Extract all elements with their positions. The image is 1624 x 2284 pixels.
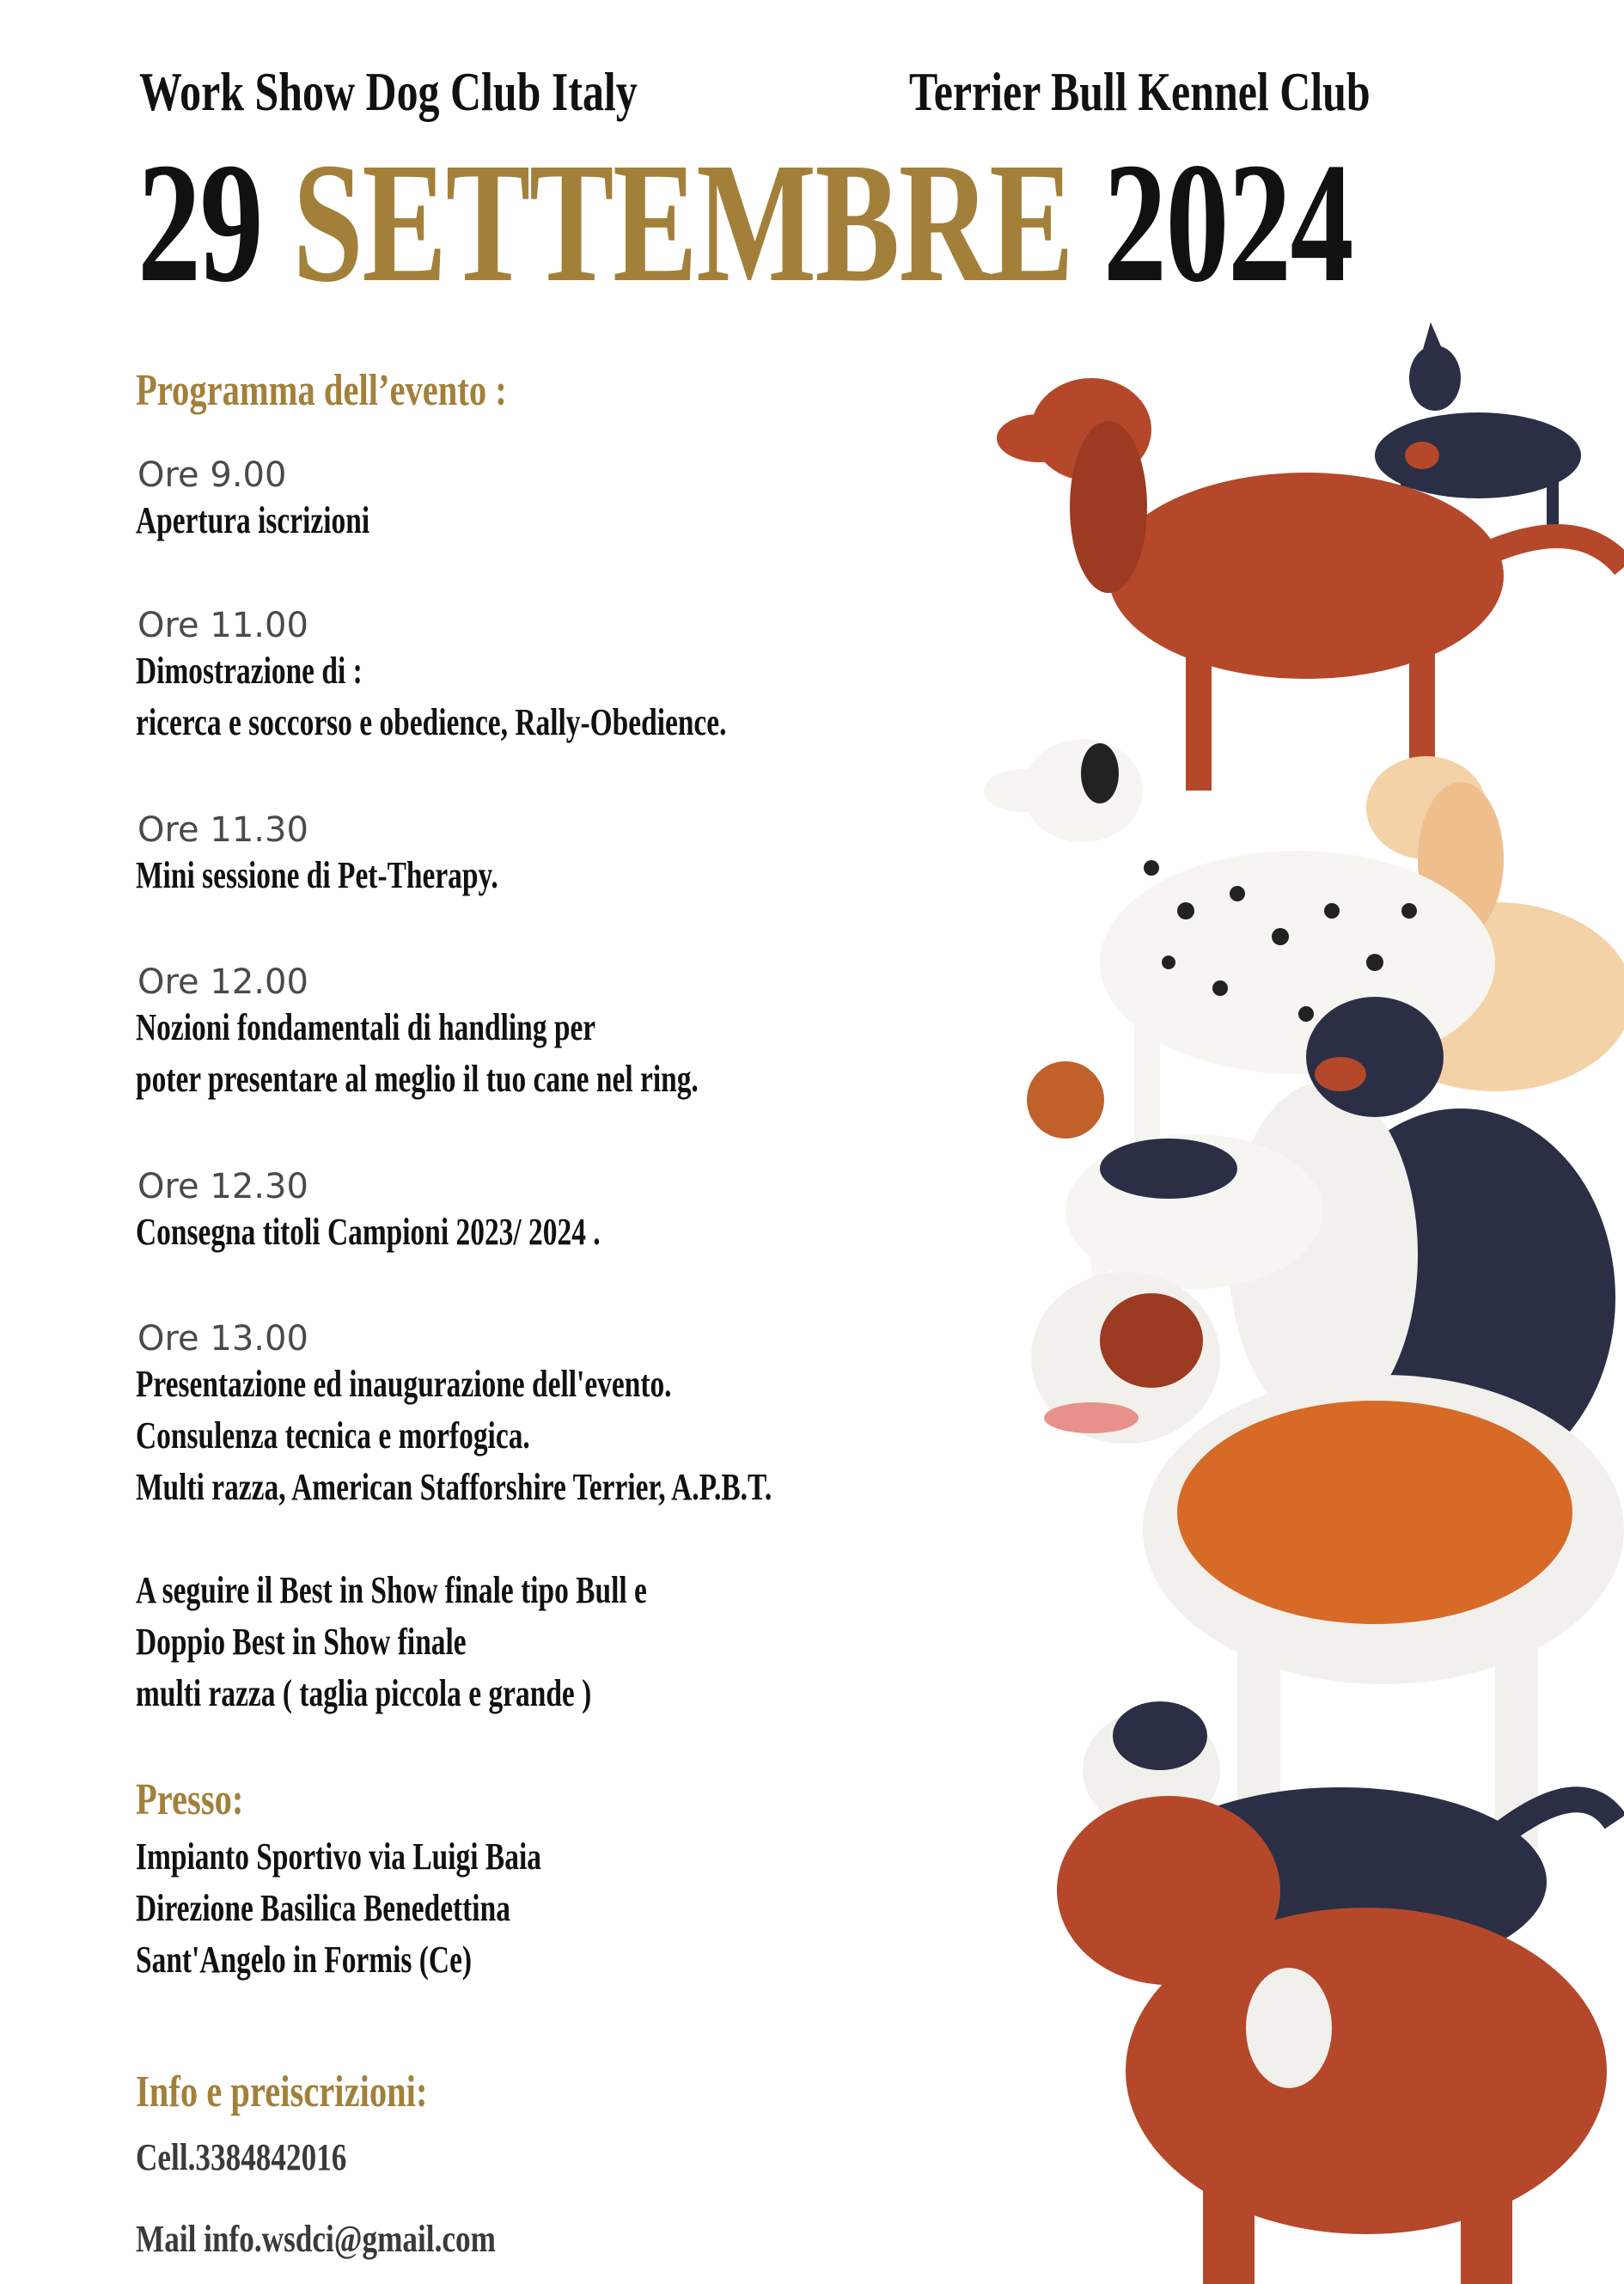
closing-line: Doppio Best in Show finale [136, 1621, 467, 1663]
date-day: 29 [137, 128, 263, 318]
location-line: Direzione Basilica Benedettina [136, 1887, 510, 1929]
program-time: Ore 9.00 [137, 455, 287, 495]
dogs-illustration [980, 309, 1624, 2284]
program-line: ricerca e soccorso e obedience, Rally-Obedience. [136, 701, 727, 743]
program-time: Ore 12.00 [137, 962, 308, 1002]
program-time: Ore 11.00 [137, 606, 308, 645]
program-line: Mini sessione di Pet-Therapy. [136, 854, 498, 896]
location-line: Impianto Sportivo via Luigi Baia [136, 1835, 541, 1878]
program-time: Ore 11.30 [137, 810, 308, 850]
location-line: Sant'Angelo in Formis (Ce) [136, 1939, 473, 1981]
info-heading: Info e preiscrizioni: [136, 2067, 428, 2116]
program-line: Consulenza tecnica e morfogica. [136, 1414, 530, 1457]
program-line: Apertura iscrizioni [136, 499, 370, 541]
date-month: SETTEMBRE [292, 128, 1073, 318]
phone-text: Cell.3384842016 [136, 2136, 347, 2178]
event-date [137, 128, 1353, 318]
closing-line: multi razza ( taglia piccola e grande ) [136, 1672, 592, 1714]
program-line: Nozioni fondamentali di handling per [136, 1006, 596, 1048]
date-year: 2024 [1102, 128, 1353, 318]
org-right: Terrier Bull Kennel Club [909, 61, 1371, 122]
program-line: poter presentare al meglio il tuo cane nel ring. [136, 1058, 699, 1100]
program-line: Presentazione ed inaugurazione dell'evento. [136, 1363, 672, 1405]
org-left: Work Show Dog Club Italy [139, 61, 638, 122]
location-heading: Presso: [136, 1775, 244, 1824]
program-time: Ore 12.30 [137, 1167, 308, 1206]
program-line: Dimostrazione di : [136, 650, 363, 692]
program-line: Multi razza, American Stafforshire Terrier, A.P.B.T. [136, 1466, 772, 1508]
closing-line: A seguire il Best in Show finale tipo Bull e [136, 1569, 647, 1611]
program-heading: Programma dell’evento : [136, 366, 507, 415]
program-time: Ore 13.00 [137, 1319, 308, 1359]
email-text: Mail info.wsdci@gmail.com [136, 2218, 496, 2260]
program-line: Consegna titoli Campioni 2023/ 2024 . [136, 1211, 601, 1253]
